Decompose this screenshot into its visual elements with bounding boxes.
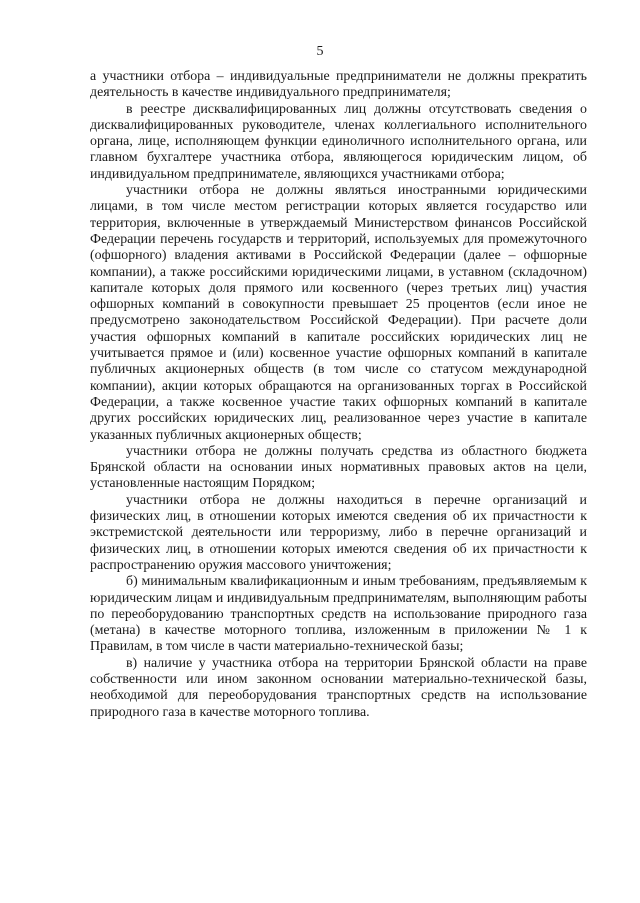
paragraph-regional-budget-funds: участники отбора не должны получать средства из областного бюджета Брянской области на основании иных нормативных правовых актов на цели, установленные настоящим Порядком; xyxy=(90,443,587,492)
paragraph-individual-entrepreneurs: а участники отбора – индивидуальные предприниматели не должны прекратить деятельность в качестве индивидуального предпринимателя; xyxy=(90,69,587,101)
paragraph-extremism-terrorism-lists: участники отбора не должны находиться в перечне организаций и физических лиц, в отношении которых имеются сведения об их причастности к экстремистской деятельности или терроризму, либо в перечне организаций и физических лиц, в отношении которых имеются сведения об их причастности к распространению оружия массового уничтожения; xyxy=(90,492,587,573)
paragraph-offshore-companies: участники отбора не должны являться иностранными юридическими лицами, в том числе местом регистрации которых является государство или территория, включенные в утверждаемый Министерством финансов Российской Федерации перечень государств и территорий, используемых для промежуточного (офшорного) владения активами в Российской Федерации (далее – офшорные компании), а также российскими юридическими лицами, в уставном (складочном) капитале которых доля прямого или косвенного (через третьих лиц) участия офшорных компаний в совокупности превышает 25 процентов (если иное не предусмотрено законодательством Российской Федерации). При расчете доли участия офшорных компаний в капитале российских юридических лиц не учитывается прямое и (или) косвенное участие офшорных компаний в капитале публичных акционерных обществ (в том числе со статусом международной компании), акции которых обращаются на организованных торгах в Российской Федерации, а также косвенное участие таких офшорных компаний в капитале других российских юридических лиц, реализованное через участие в капитале указанных публичных акционерных обществ; xyxy=(90,183,587,443)
paragraph-disqualified-persons-registry: в реестре дисквалифицированных лиц должны отсутствовать сведения о дисквалифицированных руководителе, членах коллегиального исполнительного органа, лице, исполняющем функции единоличного исполнительного органа, или главном бухгалтере участника отбора, являющегося юридическим лицом, об индивидуальном предпринимателе, являющихся участниками отбора; xyxy=(90,101,587,182)
document-body xyxy=(90,69,587,721)
paragraph-qualification-requirements: б) минимальным квалификационным и иным требованиям, предъявляемым к юридическим лицам и индивидуальным предпринимателям, выполняющим работы по переоборудованию транспортных средств на использование природного газа (метана) в качестве моторного топлива, изложенным в приложении № 1 к Правилам, в том числе в части материально-технической базы; xyxy=(90,574,587,655)
page-number: 5 xyxy=(316,44,324,59)
paragraph-material-technical-base: в) наличие у участника отбора на территории Брянской области на праве собственности или ином законном основании материально-технической базы, необходимой для переоборудования транспортных средств на использование природного газа в качестве моторного топлива. xyxy=(90,655,587,720)
